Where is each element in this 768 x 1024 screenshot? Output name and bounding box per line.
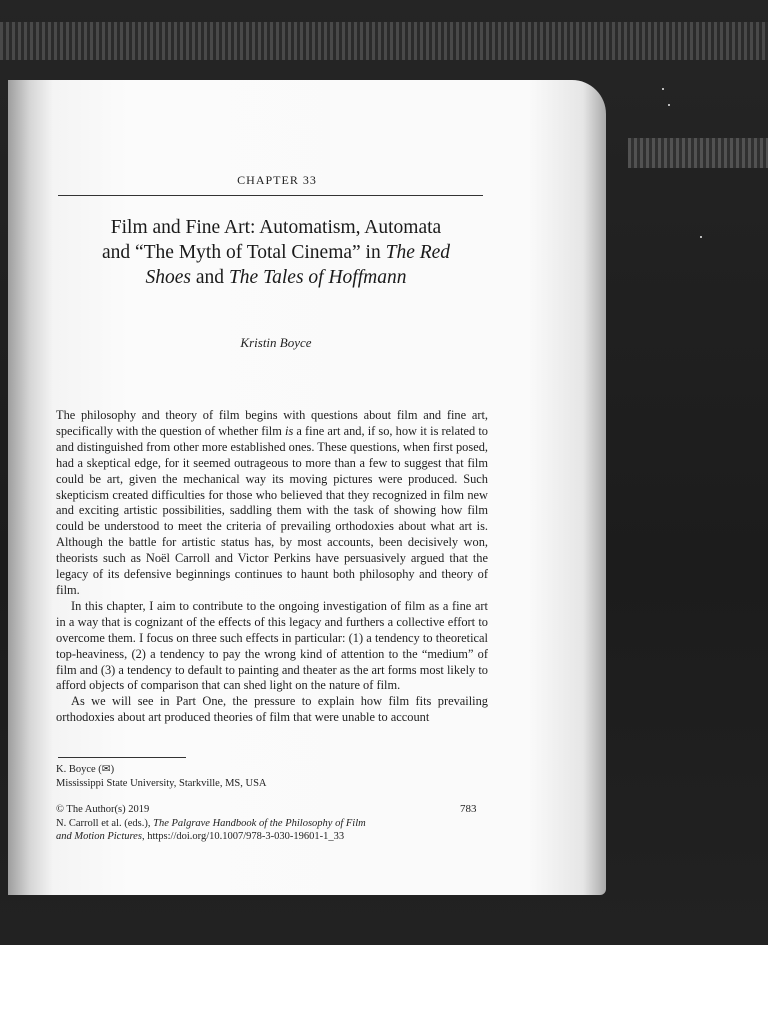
copyright-block <box>56 803 476 844</box>
author-footnote <box>56 763 476 790</box>
citation-line-2 <box>56 830 476 844</box>
footnote-affiliation: Mississippi State University, Starkville, MS, USA <box>56 777 267 789</box>
scan-stripe-band-top <box>0 22 768 60</box>
paragraph-1 <box>56 408 488 599</box>
citation-book-title-b: and Motion Pictures <box>56 831 142 842</box>
citation-editors: N. Carroll et al. (eds.), <box>56 817 154 829</box>
citation-line-1 <box>56 817 476 831</box>
title-line-3-italic-a: Shoes <box>145 267 192 288</box>
title-line-1: Film and Fine Art: Automatism, Automata <box>110 217 442 238</box>
scan-stripe-band-right <box>628 138 768 168</box>
title-line-2-plain: and “The Myth of Total Cinema” in <box>101 242 386 263</box>
body-text <box>56 408 488 726</box>
scan-speck <box>662 88 664 90</box>
paragraph-1-a: The philosophy and theory of film begins with questions about film and fine art, specifically with the question of whether film <box>56 408 488 438</box>
title-rule <box>58 195 483 196</box>
citation-book-title-a: The Palgrave Handbook of the Philosophy of Film <box>153 817 366 829</box>
paragraph-2: In this chapter, I aim to contribute to the ongoing investigation of film as a fine art in a way that is cognizant of the effects of this legacy and furthers a collective effort to overcome them. I focus on three such effects in particular: (1) a tendency to theoretical top-heaviness, (2) a tendency to pay the wrong kind of attention to the “medium” of film and (3) a tendency to default to painting and theater as the art forms most likely to afford objects of comparison that can shed light on the nature of film. <box>56 598 488 693</box>
title-line-3-italic-b: The Tales of Hoffmann <box>228 267 407 288</box>
copyright-line: © The Author(s) 2019 <box>56 804 150 815</box>
chapter-label: CHAPTER 33 <box>237 173 317 187</box>
paragraph-1-emphasis: is <box>285 423 294 438</box>
title-line-3-plain: and <box>191 267 229 288</box>
footnote-rule <box>58 757 186 758</box>
paragraph-1-b: a fine art and, if so, how it is related to and distinguished from other more established ones. These questions, when first posed, had a skeptical edge, for it seemed outrageous to more than a few to suggest that film could be art, given the mechanical way its moving pictures were produced. Such skepticism created difficulties for those who believed that they recognized in film new and exciting artistic possibilities, saddling them with the task of showing how film could be understood to meet the criteria of prevailing orthodoxies about what art is. Although the battle for artistic status has, by most accounts, been decisively won, theorists such as Noël Carroll and Victor Perkins have persuasively argued that the legacy of its defensive beginnings continues to haunt both philosophy and theory of film. <box>56 423 488 597</box>
book-page <box>8 80 606 895</box>
author-name: Kristin Boyce <box>240 335 312 350</box>
chapter-title <box>56 215 496 290</box>
scan-speck <box>668 104 670 106</box>
scan-speck <box>700 236 702 238</box>
citation-doi: , https://doi.org/10.1007/978-3-030-19601-1_33 <box>141 831 345 842</box>
title-line-2-italic: The Red <box>385 242 451 263</box>
paragraph-3: As we will see in Part One, the pressure to explain how film fits prevailing orthodoxies about art produced theories of film that were unable to account <box>56 694 488 725</box>
footnote-name: K. Boyce (✉) <box>56 764 115 775</box>
page-number: 783 <box>460 803 477 815</box>
